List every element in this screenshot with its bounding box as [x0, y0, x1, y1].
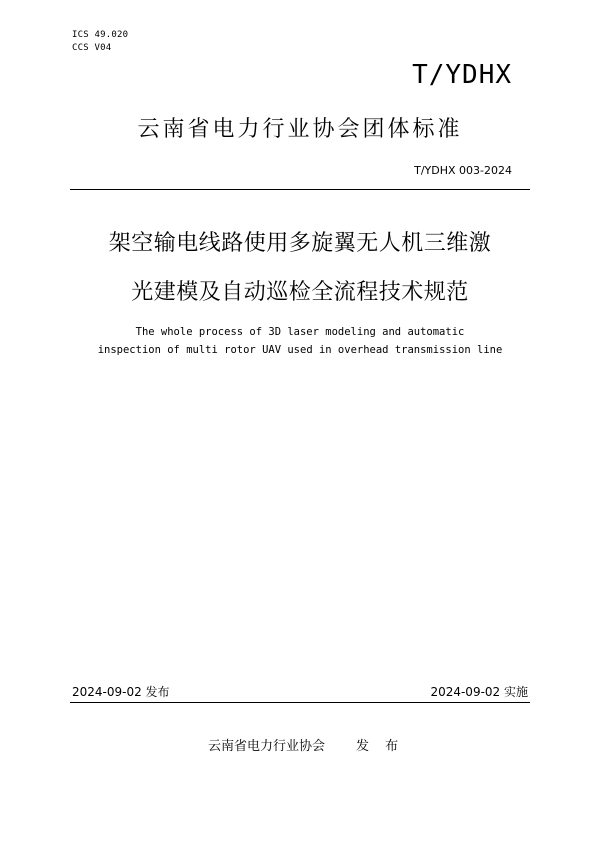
organization-code: T/YDHX	[412, 60, 512, 90]
standard-number: T/YDHX 003-2024	[414, 164, 512, 177]
implementation-date: 2024-09-02 实施	[430, 685, 528, 699]
chinese-title-line-1: 架空输电线路使用多旋翼无人机三维激	[108, 231, 492, 256]
organization-title: 云南省电力行业协会团体标准	[137, 117, 463, 142]
top-divider	[70, 189, 530, 190]
ccs-code: CCS V04	[72, 43, 112, 53]
issue-date: 2024-09-02 发布	[72, 685, 170, 699]
publisher-name: 云南省电力行业协会	[208, 739, 326, 754]
publish-label: 发 布	[356, 739, 405, 754]
ics-code: ICS 49.020	[72, 30, 129, 40]
english-title-line-2: inspection of multi rotor UAV used in overhead transmission line	[97, 344, 503, 356]
chinese-title-line-2: 光建模及自动巡检全流程技术规范	[131, 280, 469, 305]
bottom-divider	[70, 702, 530, 703]
english-title-line-1: The whole process of 3D laser modeling and automatic	[135, 326, 465, 338]
